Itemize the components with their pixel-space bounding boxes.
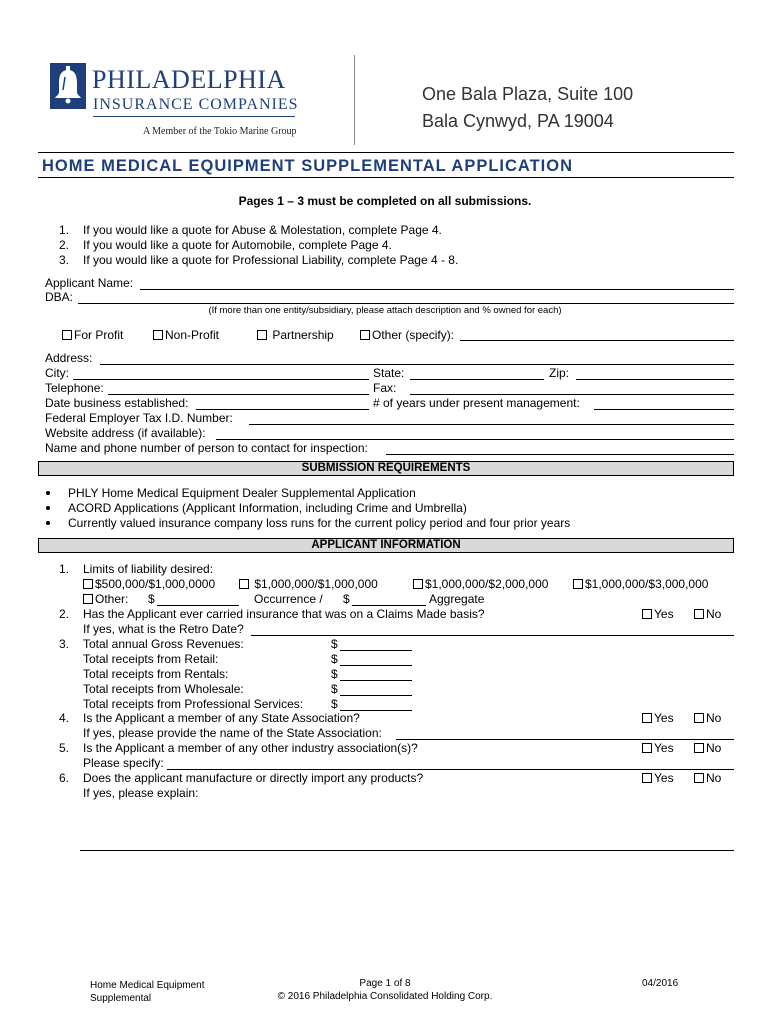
contact-label: Name and phone number of person to contact for inspection: (45, 441, 368, 455)
checkbox-for-profit[interactable]: For Profit (62, 328, 123, 342)
company-tagline: A Member of the Tokio Marine Group (143, 126, 297, 137)
q6-text: Does the applicant manufacture or directly import any products? (83, 771, 424, 785)
years-mgmt-field[interactable] (594, 409, 734, 410)
fein-label: Federal Employer Tax I.D. Number: (45, 411, 233, 425)
instruction-item: If you would like a quote for Automobile, complete Page 4. (83, 238, 392, 252)
rentals-field[interactable] (340, 680, 412, 681)
years-mgmt-label: # of years under present management: (373, 396, 580, 410)
revenue-label: Total receipts from Professional Services: (83, 697, 304, 711)
instruction-num: 2. (59, 238, 70, 252)
dba-field[interactable] (78, 303, 734, 304)
submission-requirements-header: SUBMISSION REQUIREMENTS (38, 461, 734, 476)
q4-no-checkbox[interactable]: No (694, 711, 721, 725)
footer-form-name-2: Supplemental (90, 993, 152, 1004)
footer-page-number: Page 1 of 8 (359, 978, 411, 989)
entity-note: (If more than one entity/subsidiary, please attach description and % owned for each) (208, 305, 562, 316)
occurrence-label: Occurrence / (254, 592, 323, 606)
instruction-item: If you would like a quote for Abuse & Molestation, complete Page 4. (83, 223, 442, 237)
company-subname: INSURANCE COMPANIES (93, 96, 299, 113)
revenue-label: Total annual Gross Revenues: (83, 637, 244, 651)
limit-option-1m-1m[interactable]: $1,000,000/$1,000,000 (239, 577, 378, 591)
aggregate-label: Aggregate (429, 592, 485, 606)
date-established-field[interactable] (196, 409, 369, 410)
state-label: State: (373, 366, 405, 380)
address-line-2: Bala Cynwyd, PA 19004 (422, 111, 614, 131)
requirement-item: ACORD Applications (Applicant Information, including Crime and Umbrella) (68, 501, 467, 515)
checkbox-other[interactable]: Other (specify): (360, 328, 454, 342)
city-label: City: (45, 366, 69, 380)
question-num: 5. (59, 741, 70, 755)
fein-field[interactable] (249, 424, 734, 425)
q2-text: Has the Applicant ever carried insurance that was on a Claims Made basis? (83, 607, 485, 621)
company-name: PHILADELPHIA (92, 65, 286, 94)
retro-date-field[interactable] (251, 635, 734, 636)
q5-followup: Please specify: (83, 756, 164, 770)
dollar-sign: $ (331, 652, 338, 666)
question-num: 3. (59, 637, 70, 651)
fax-field[interactable] (410, 394, 734, 395)
dollar-sign: $ (331, 637, 338, 651)
checkbox-partnership[interactable]: Partnership (257, 328, 334, 342)
dba-label: DBA: (45, 290, 74, 304)
applicant-information-header: APPLICANT INFORMATION (38, 538, 734, 553)
state-association-field[interactable] (396, 739, 734, 740)
fax-label: Fax: (373, 381, 397, 395)
question-num: 2. (59, 607, 70, 621)
liberty-bell-icon (50, 63, 86, 109)
dollar-sign: $ (331, 682, 338, 696)
website-label: Website address (if available): (45, 426, 206, 440)
q5-no-checkbox[interactable]: No (694, 741, 721, 755)
address-field[interactable] (100, 364, 734, 365)
other-aggregate-field[interactable] (352, 605, 426, 606)
page-title: HOME MEDICAL EQUIPMENT SUPPLEMENTAL APPLICATION (42, 157, 574, 175)
checkbox-non-profit[interactable]: Non-Profit (153, 328, 219, 342)
q2-yes-checkbox[interactable]: Yes (642, 607, 674, 621)
limit-option-1m-2m[interactable]: $1,000,000/$2,000,000 (413, 577, 548, 591)
q4-yes-checkbox[interactable]: Yes (642, 711, 674, 725)
other-occurrence-field[interactable] (157, 605, 239, 606)
bullet (46, 521, 50, 525)
dollar-sign: $ (343, 592, 350, 606)
gross-revenue-field[interactable] (340, 650, 412, 651)
instruction-num: 3. (59, 253, 70, 267)
requirement-item: PHLY Home Medical Equipment Dealer Supplemental Application (68, 486, 416, 500)
dollar-sign: $ (331, 667, 338, 681)
q4-followup: If yes, please provide the name of the State Association: (83, 726, 382, 740)
q2-followup: If yes, what is the Retro Date? (83, 622, 244, 636)
bullet (46, 491, 50, 495)
applicant-name-field[interactable] (140, 289, 734, 290)
instructions-heading: Pages 1 – 3 must be completed on all submissions. (238, 194, 532, 208)
contact-field[interactable] (386, 454, 734, 455)
limit-option-1m-3m[interactable]: $1,000,000/$3,000,000 (573, 577, 708, 591)
telephone-field[interactable] (108, 394, 369, 395)
question-num: 4. (59, 711, 70, 725)
q4-text: Is the Applicant a member of any State Association? (83, 711, 360, 725)
requirement-item: Currently valued insurance company loss runs for the current policy period and four prior years (68, 516, 571, 530)
q6-yes-checkbox[interactable]: Yes (642, 771, 674, 785)
revenue-label: Total receipts from Wholesale: (83, 682, 244, 696)
instruction-num: 1. (59, 223, 70, 237)
question-num: 6. (59, 771, 70, 785)
q5-yes-checkbox[interactable]: Yes (642, 741, 674, 755)
question-num: 1. (59, 562, 70, 576)
footer-date: 04/2016 (642, 978, 679, 989)
dollar-sign: $ (331, 697, 338, 711)
instruction-item: If you would like a quote for Professional Liability, complete Page 4 - 8. (83, 253, 459, 267)
zip-field[interactable] (576, 379, 734, 380)
explain-field[interactable] (80, 850, 734, 851)
limit-option-500k[interactable]: $500,000/$1,000,0000 (83, 577, 215, 591)
q2-no-checkbox[interactable]: No (694, 607, 721, 621)
q1-text: Limits of liability desired: (83, 562, 214, 576)
retail-field[interactable] (340, 665, 412, 666)
header-divider (354, 55, 355, 145)
address-label: Address: (45, 351, 93, 365)
wholesale-field[interactable] (340, 695, 412, 696)
q5-text: Is the Applicant a member of any other industry association(s)? (83, 741, 418, 755)
footer-form-name: Home Medical Equipment (90, 980, 205, 991)
date-established-label: Date business established: (45, 396, 189, 410)
telephone-label: Telephone: (45, 381, 104, 395)
q6-followup: If yes, please explain: (83, 786, 199, 800)
revenue-label: Total receipts from Rentals: (83, 667, 229, 681)
city-field[interactable] (73, 379, 369, 380)
limit-option-other[interactable]: Other: (83, 592, 128, 606)
footer-copyright: © 2016 Philadelphia Consolidated Holding Corp. (277, 991, 493, 1002)
zip-label: Zip: (549, 366, 570, 380)
other-specify-field[interactable] (460, 340, 734, 341)
revenue-label: Total receipts from Retail: (83, 652, 219, 666)
q6-no-checkbox[interactable]: No (694, 771, 721, 785)
state-field[interactable] (410, 379, 544, 380)
bullet (46, 506, 50, 510)
website-field[interactable] (216, 439, 734, 440)
industry-association-field[interactable] (167, 769, 734, 770)
dollar-sign: $ (148, 592, 155, 606)
applicant-name-label: Applicant Name: (45, 276, 134, 290)
address-line-1: One Bala Plaza, Suite 100 (422, 84, 634, 104)
